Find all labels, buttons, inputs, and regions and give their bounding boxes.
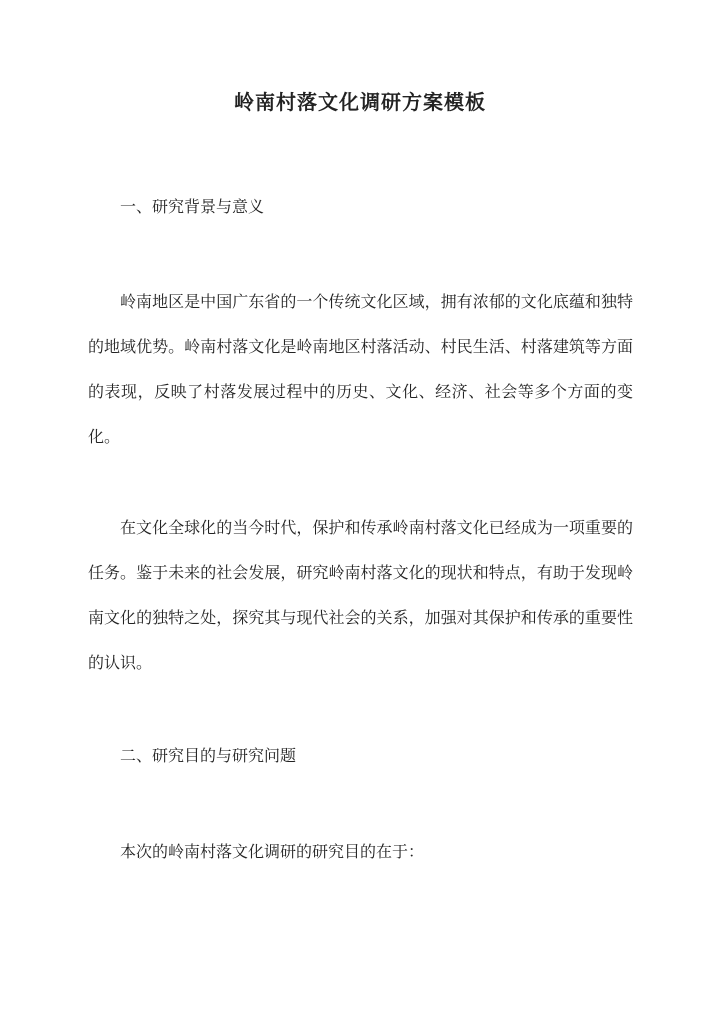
- paragraph-background-2: 在文化全球化的当今时代，保护和传承岭南村落文化已经成为一项重要的任务。鉴于未来的社会发展，研究岭南村落文化的现状和特点，有助于发现岭南文化的独特之处，探究其与现代社会的关系，加强对其保护和传承的重要性的认识。: [88, 518, 633, 672]
- paragraph-background-1: 岭南地区是中国广东省的一个传统文化区域，拥有浓郁的文化底蕴和独特的地域优势。岭南村落文化是岭南地区村落活动、村民生活、村落建筑等方面的表现，反映了村落发展过程中的历史、文化、经济、社会等多个方面的变化。: [88, 292, 633, 446]
- section-heading-background: 一、研究背景与意义: [120, 197, 265, 216]
- section-heading-purpose: 二、研究目的与研究问题: [120, 746, 297, 765]
- document-title: 岭南村落文化调研方案模板: [234, 90, 486, 114]
- paragraph-purpose-1: 本次的岭南村落文化调研的研究目的在于：: [120, 842, 425, 861]
